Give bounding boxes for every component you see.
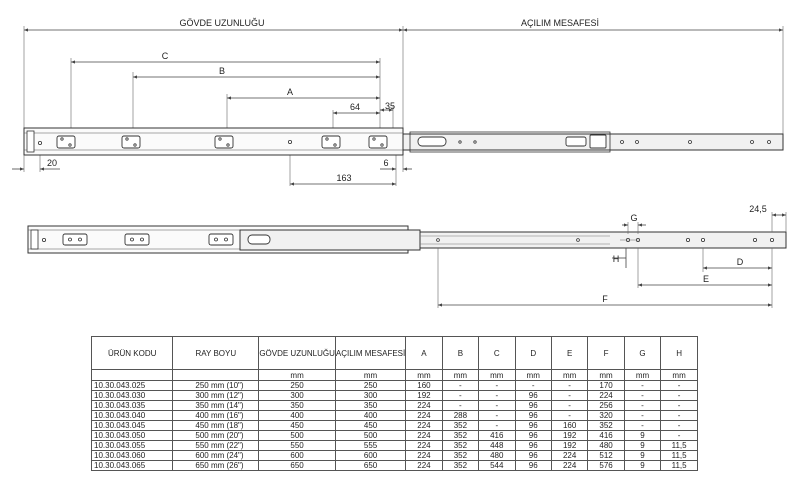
dim-c-label: C	[161, 51, 169, 61]
table-cell: 96	[515, 451, 551, 461]
table-cell: -	[624, 411, 660, 421]
dim-20-label: 20	[46, 158, 58, 168]
table-cell: 400	[259, 411, 336, 421]
table-row	[92, 421, 698, 431]
table-cell: 600	[335, 451, 405, 461]
table-cell: 96	[515, 441, 551, 451]
table-cell: 224	[406, 421, 442, 431]
table-cell: 250 mm (10")	[173, 381, 259, 391]
bottom-view	[28, 204, 786, 308]
dim-64-label: 64	[349, 102, 361, 112]
table-cell: 224	[406, 431, 442, 441]
table-cell: -	[515, 381, 551, 391]
dim-e-label: E	[702, 274, 710, 284]
unit-cell: mm	[406, 370, 442, 381]
table-cell: 512	[588, 451, 624, 461]
dim-opening-distance: AÇILIM MESAFESİ	[520, 18, 600, 28]
table-cell: 9	[624, 461, 660, 471]
dim-f-label: F	[602, 294, 608, 304]
table-row	[92, 411, 698, 421]
table-cell: 96	[515, 401, 551, 411]
spec-units-row	[92, 370, 698, 381]
table-cell: 448	[479, 441, 515, 451]
header-opening-distance: AÇILIM MESAFESİ	[335, 337, 405, 370]
unit-cell: mm	[661, 370, 698, 381]
table-cell: 550 mm (22")	[173, 441, 259, 451]
table-cell: 500	[335, 431, 405, 441]
table-cell: -	[661, 381, 698, 391]
table-cell: 500	[259, 431, 336, 441]
dim-24-5-label: 24,5	[749, 204, 767, 214]
table-cell: 170	[588, 381, 624, 391]
table-cell: -	[479, 391, 515, 401]
table-cell: 352	[442, 431, 478, 441]
table-cell: 96	[515, 391, 551, 401]
table-cell: -	[479, 421, 515, 431]
header-h: H	[661, 337, 698, 370]
table-cell: -	[551, 411, 587, 421]
table-cell: 10.30.043.065	[92, 461, 173, 471]
table-cell: 224	[551, 451, 587, 461]
header-b: B	[442, 337, 478, 370]
table-cell: 350	[259, 401, 336, 411]
unit-cell: mm	[479, 370, 515, 381]
dim-b-label: B	[218, 66, 226, 76]
table-cell: 192	[406, 391, 442, 401]
table-cell: 450	[259, 421, 336, 431]
header-e: E	[551, 337, 587, 370]
table-cell: -	[624, 391, 660, 401]
table-cell: 10.30.043.025	[92, 381, 173, 391]
table-row	[92, 441, 698, 451]
table-cell: 544	[479, 461, 515, 471]
unit-cell	[173, 370, 259, 381]
table-cell: -	[624, 401, 660, 411]
header-d: D	[515, 337, 551, 370]
table-cell: 11,5	[661, 441, 698, 451]
table-cell: 480	[588, 441, 624, 451]
spec-table-body	[92, 381, 698, 471]
spec-header-row	[92, 337, 698, 370]
table-cell: 400	[335, 411, 405, 421]
table-cell: 9	[624, 451, 660, 461]
table-cell: 350 mm (14")	[173, 401, 259, 411]
table-cell: 352	[442, 421, 478, 431]
top-view	[12, 18, 783, 186]
header-product-code: ÜRÜN KODU	[92, 337, 173, 370]
table-cell: -	[442, 401, 478, 411]
unit-cell: mm	[335, 370, 405, 381]
table-cell: 10.30.043.060	[92, 451, 173, 461]
unit-cell: mm	[515, 370, 551, 381]
table-cell: 352	[588, 421, 624, 431]
table-cell: 10.30.043.030	[92, 391, 173, 401]
table-cell: 650 mm (26")	[173, 461, 259, 471]
unit-cell: mm	[624, 370, 660, 381]
table-cell: -	[661, 391, 698, 401]
table-cell: -	[479, 381, 515, 391]
table-cell: 320	[588, 411, 624, 421]
dim-h-label: H	[612, 254, 620, 264]
header-body-length: GÖVDE UZUNLUĞU	[259, 337, 336, 370]
header-c: C	[479, 337, 515, 370]
unit-cell: mm	[259, 370, 336, 381]
table-cell: 300 mm (12")	[173, 391, 259, 401]
dim-body-length: GÖVDE UZUNLUĞU	[179, 18, 265, 28]
table-row	[92, 391, 698, 401]
table-cell: 450	[335, 421, 405, 431]
table-cell: 480	[479, 451, 515, 461]
unit-cell	[92, 370, 173, 381]
dim-a-label: A	[286, 87, 294, 97]
table-cell: 650	[335, 461, 405, 471]
dim-6-label: 6	[383, 158, 389, 168]
unit-cell: mm	[551, 370, 587, 381]
table-cell: 224	[551, 461, 587, 471]
table-cell: 650	[259, 461, 336, 471]
table-cell: 192	[551, 431, 587, 441]
table-cell: 352	[442, 441, 478, 451]
unit-cell: mm	[588, 370, 624, 381]
table-cell: 192	[551, 441, 587, 451]
table-cell: 9	[624, 431, 660, 441]
table-cell: 416	[588, 431, 624, 441]
table-cell: 10.30.043.055	[92, 441, 173, 451]
table-row	[92, 461, 698, 471]
header-g: G	[624, 337, 660, 370]
table-cell: 224	[406, 441, 442, 451]
table-cell: 300	[335, 391, 405, 401]
table-cell: 256	[588, 401, 624, 411]
table-cell: 250	[335, 381, 405, 391]
dim-d-label: D	[736, 257, 744, 267]
table-cell: 160	[551, 421, 587, 431]
table-cell: 9	[624, 441, 660, 451]
dim-g-label: G	[630, 213, 638, 223]
table-cell: 160	[406, 381, 442, 391]
table-cell: -	[551, 401, 587, 411]
table-row	[92, 381, 698, 391]
table-cell: -	[624, 381, 660, 391]
inner-rail-side	[420, 232, 786, 248]
table-cell: -	[624, 421, 660, 431]
table-cell: 11,5	[661, 451, 698, 461]
header-f: F	[588, 337, 624, 370]
table-cell: -	[551, 381, 587, 391]
table-cell: 10.30.043.040	[92, 411, 173, 421]
table-cell: 500 mm (20")	[173, 431, 259, 441]
table-cell: 96	[515, 421, 551, 431]
table-cell: 450 mm (18")	[173, 421, 259, 431]
table-cell: 300	[259, 391, 336, 401]
table-cell: 555	[335, 441, 405, 451]
table-cell: 10.30.043.050	[92, 431, 173, 441]
outer-rail	[24, 128, 403, 155]
table-cell: 96	[515, 431, 551, 441]
table-cell: 10.30.043.045	[92, 421, 173, 431]
table-cell: 10.30.043.035	[92, 401, 173, 411]
table-row	[92, 401, 698, 411]
table-cell: -	[551, 391, 587, 401]
table-cell: 11,5	[661, 461, 698, 471]
table-cell: -	[479, 411, 515, 421]
table-cell: 224	[588, 391, 624, 401]
table-cell: -	[661, 431, 698, 441]
table-cell: 600 mm (24")	[173, 451, 259, 461]
header-a: A	[406, 337, 442, 370]
table-cell: 350	[335, 401, 405, 411]
table-cell: 550	[259, 441, 336, 451]
table-cell: -	[661, 421, 698, 431]
table-cell: 224	[406, 461, 442, 471]
table-cell: 224	[406, 401, 442, 411]
table-cell: -	[442, 391, 478, 401]
table-cell: 250	[259, 381, 336, 391]
table-cell: 352	[442, 451, 478, 461]
table-cell: -	[479, 401, 515, 411]
table-cell: 96	[515, 411, 551, 421]
dim-163-label: 163	[336, 173, 352, 183]
table-cell: -	[442, 381, 478, 391]
dim-35-label: 35	[384, 101, 396, 111]
table-cell: 96	[515, 461, 551, 471]
table-cell: 288	[442, 411, 478, 421]
table-cell: 352	[442, 461, 478, 471]
table-cell: -	[661, 401, 698, 411]
spec-table	[91, 336, 698, 471]
table-cell: 224	[406, 411, 442, 421]
header-rail-length: RAY BOYU	[173, 337, 259, 370]
table-cell: 224	[406, 451, 442, 461]
table-cell: 600	[259, 451, 336, 461]
table-cell: -	[661, 411, 698, 421]
unit-cell: mm	[442, 370, 478, 381]
table-row	[92, 431, 698, 441]
table-cell: 400 mm (16")	[173, 411, 259, 421]
table-row	[92, 451, 698, 461]
table-cell: 576	[588, 461, 624, 471]
table-cell: 416	[479, 431, 515, 441]
